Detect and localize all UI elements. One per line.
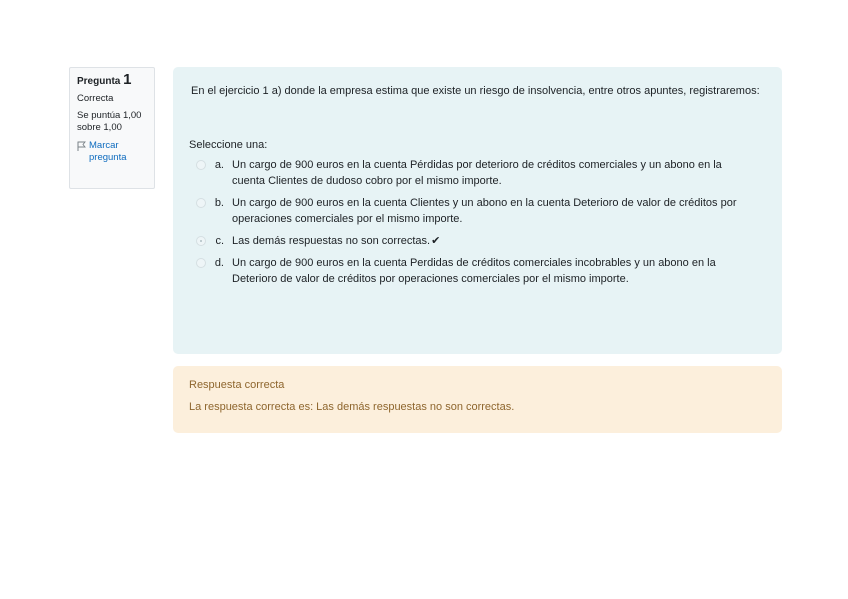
check-icon: ✔ xyxy=(431,235,441,247)
answer-options xyxy=(189,157,766,287)
option-letter: d. xyxy=(214,257,224,269)
question-grade: Se puntúa 1,00 sobre 1,00 xyxy=(77,110,142,133)
radio-c[interactable] xyxy=(196,236,206,246)
option-text: Un cargo de 900 euros en la cuenta Perdidas de créditos comerciales incobrables y un abono en la Deterioro de valor de créditos por operaciones comerciales por el mismo importe. xyxy=(232,257,716,285)
flag-icon xyxy=(77,140,86,155)
feedback-panel xyxy=(173,366,782,433)
question-info-panel xyxy=(69,67,155,189)
option-text: Un cargo de 900 euros en la cuenta Pérdidas por deterioro de créditos comerciales y un abono en la cuenta Clientes de dudoso cobro por el mismo importe. xyxy=(232,159,722,187)
question-number-value: 1 xyxy=(123,71,132,88)
question-formulation xyxy=(173,67,782,354)
right-answer: La respuesta correcta es: Las demás respuestas no son correctas. xyxy=(189,401,515,413)
question-prefix: Pregunta xyxy=(77,76,121,87)
answer-prompt: Seleccione una: xyxy=(189,139,268,151)
option-text-wrapper xyxy=(232,233,766,249)
radio-b[interactable] xyxy=(196,198,206,208)
general-feedback: Respuesta correcta xyxy=(189,379,285,391)
answer-option-d[interactable] xyxy=(189,255,766,287)
radio-a[interactable] xyxy=(196,160,206,170)
option-text: Las demás respuestas no son correctas. xyxy=(232,235,431,247)
option-letter: a. xyxy=(214,159,224,171)
option-text: Un cargo de 900 euros en la cuenta Clientes y un abono en la cuenta Deterioro de valor de créditos por operaciones comerciales por el mismo importe. xyxy=(232,197,737,225)
answer-option-a[interactable] xyxy=(189,157,766,189)
radio-d[interactable] xyxy=(196,258,206,268)
answer-option-b[interactable] xyxy=(189,195,766,227)
answer-option-c[interactable] xyxy=(189,233,766,249)
question-text: En el ejercicio 1 a) donde la empresa estima que existe un riesgo de insolvencia, entre otros apuntes, registraremos: xyxy=(191,85,760,97)
option-letter: b. xyxy=(214,197,224,209)
question-number xyxy=(77,71,147,88)
option-letter: c. xyxy=(215,235,224,247)
question-state: Correcta xyxy=(77,93,114,104)
flag-question-link[interactable] xyxy=(77,140,147,164)
flag-label: Marcar pregunta xyxy=(89,140,127,163)
